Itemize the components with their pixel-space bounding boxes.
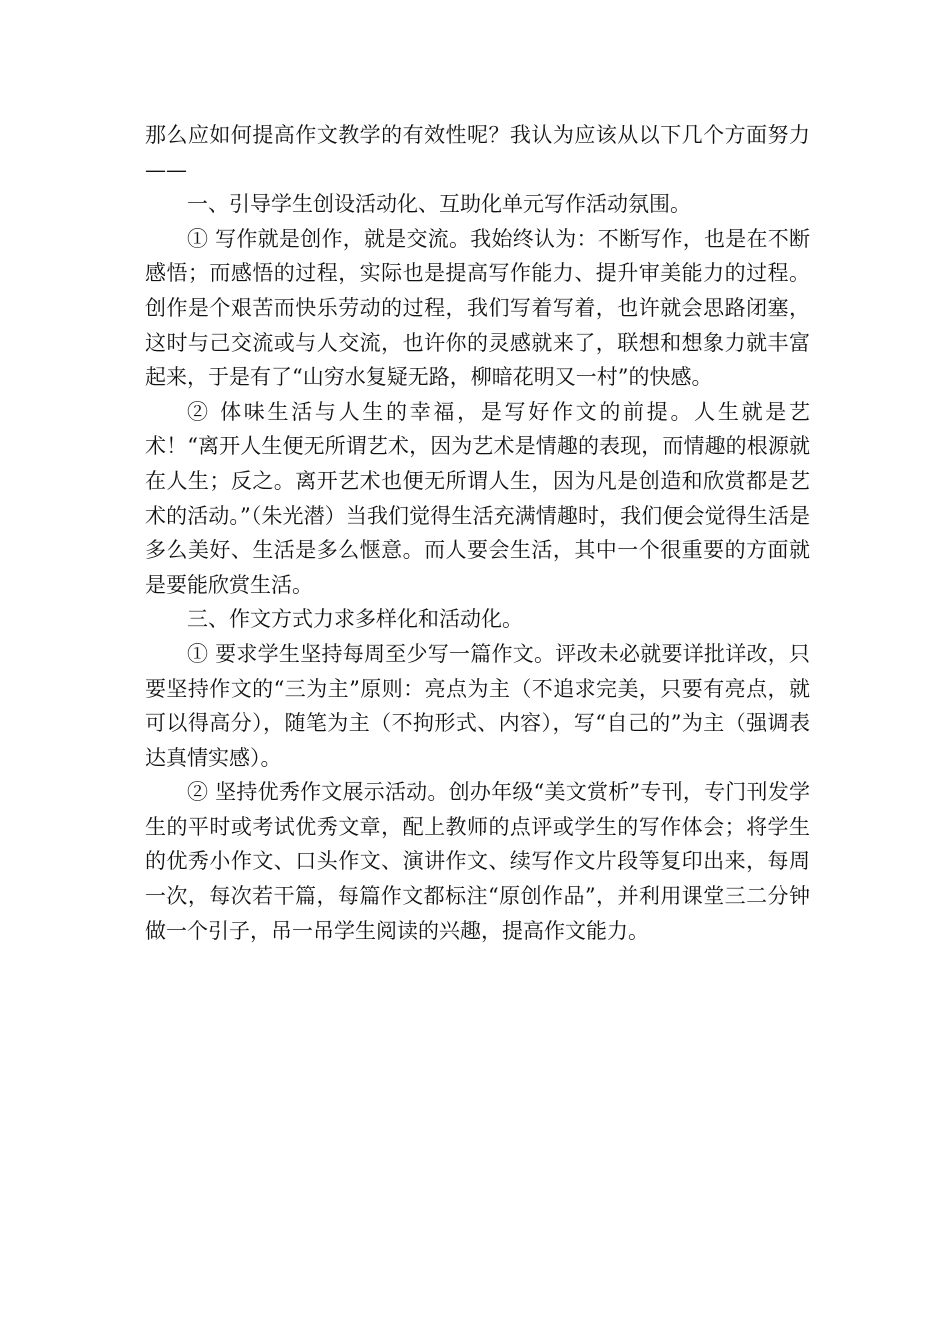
heading-section-one: 一、引导学生创设活动化、互助化单元写作活动氛围。 bbox=[187, 192, 691, 217]
paragraph-point-1-1: ① 写作就是创作，就是交流。我始终认为：不断写作，也是在不断感悟；而感悟的过程，实际也是提高写作能力、提升审美能力的过程。创作是个艰苦而快乐劳动的过程，我们写着写着，也许就会思路闭塞，这时与己交流或与人交流，也许你的灵感就来了，联想和想象力就丰富起来，于是有了“山穷水复疑无路，柳暗花明又一村”的快感。 bbox=[145, 226, 810, 390]
document-body bbox=[145, 118, 810, 948]
paragraph-intro: 那么应如何提高作文教学的有效性呢？我认为应该从以下几个方面努力—— bbox=[145, 123, 810, 182]
paragraph-point-3-2: ② 坚持优秀作文展示活动。创办年级“美文赏析”专刊，专门刊发学生的平时或考试优秀文章，配上教师的点评或学生的写作体会；将学生的优秀小作文、口头作文、演讲作文、续写作文片段等复印出来，每周一次，每次若干篇，每篇作文都标注“原创作品”，并利用课堂三二分钟做一个引子，吊一吊学生阅读的兴趣，提高作文能力。 bbox=[145, 780, 810, 943]
paragraph-point-3-1: ① 要求学生坚持每周至少写一篇作文。评改未必就要详批详改，只要坚持作文的“三为主”原则：亮点为主（不追求完美，只要有亮点，就可以得高分），随笔为主（不拘形式、内容），写“自己的”为主（强调表达真情实感）。 bbox=[145, 641, 810, 770]
heading-section-three: 三、作文方式力求多样化和活动化。 bbox=[187, 607, 523, 632]
paragraph-point-1-2: ② 体味生活与人生的幸福，是写好作文的前提。人生就是艺术！“离开人生便无所谓艺术，因为艺术是情趣的表现，而情趣的根源就在人生；反之。离开艺术也便无所谓人生，因为凡是创造和欣赏都是艺术的活动。”（朱光潜）当我们觉得生活充满情趣时，我们便会觉得生活是多么美好、生活是多么惬意。而人要会生活，其中一个很重要的方面就是要能欣赏生活。 bbox=[145, 399, 810, 597]
